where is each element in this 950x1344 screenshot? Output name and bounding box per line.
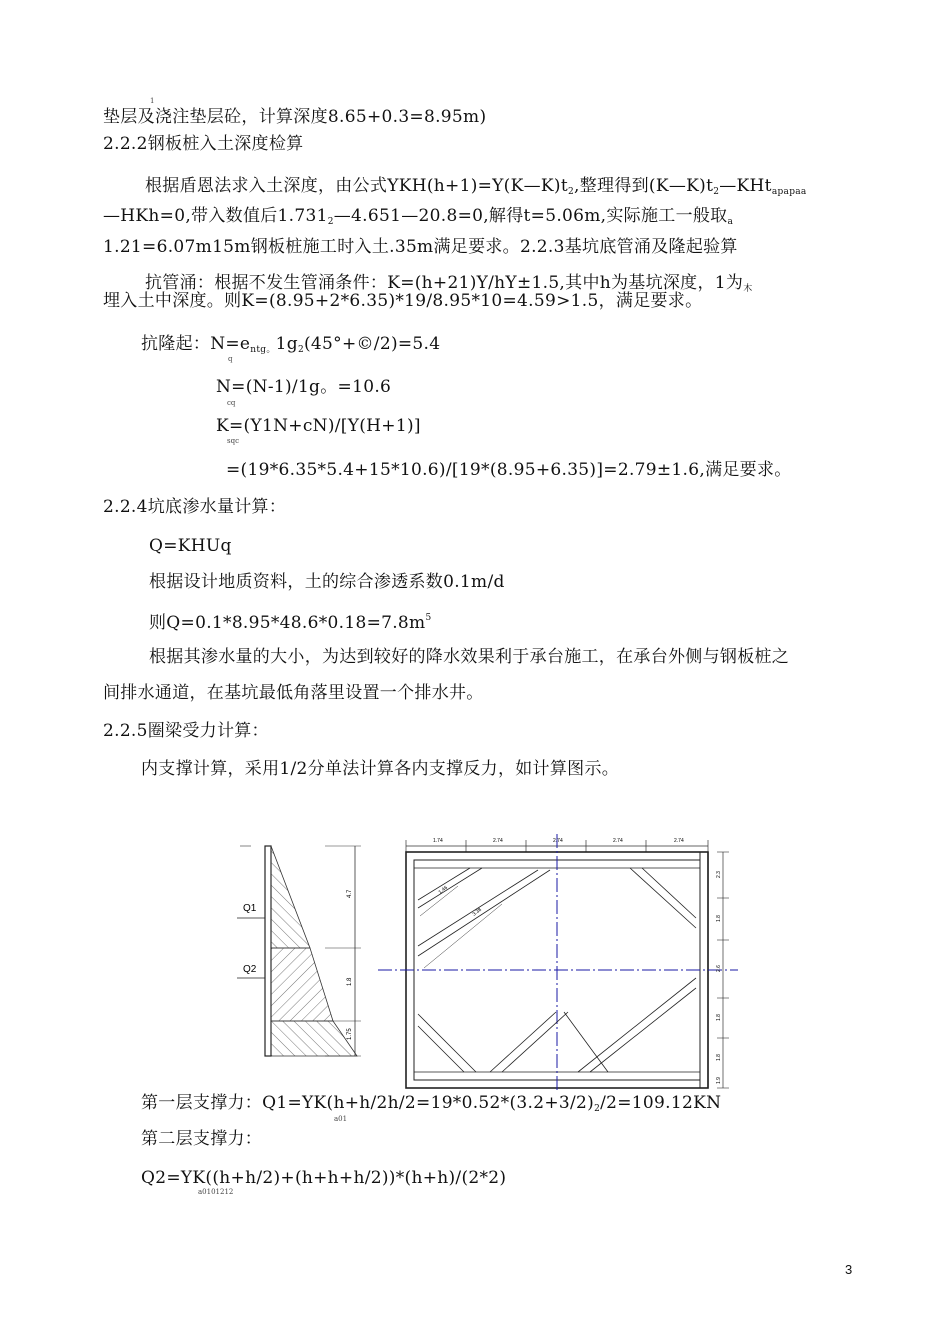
bracing-plan-diagram [378,828,738,1093]
formula-q: Q=KHUq [149,536,232,556]
subscript: 2 [327,217,334,227]
q1-label: Q1 [243,903,257,914]
text-span: —KHt [719,176,772,196]
text-line-3 [145,175,807,203]
subscript: 2 [567,187,575,197]
page-number: 3 [845,1262,853,1277]
q2-label: Q2 [243,964,257,975]
text-line-1: 垫层及浇注垫层砼，计算深度8.65+0.3=8.95m) [103,107,487,127]
text-span: 1g [275,334,298,354]
dim-label-3: 1.75 [347,1028,353,1040]
line-8-mark: q [228,355,233,363]
dim-label-2: 1.8 [347,977,353,986]
right-dim-5: 1.8 [716,1054,722,1061]
top-dim-3: 2.74 [553,838,563,844]
line-10-mark: sqc [227,437,239,445]
text-span: /2=109.12KN [600,1093,722,1113]
line-22-mark: a0101212 [198,1188,234,1196]
strut-dim-1: 1.46 [437,884,449,896]
text-span: 根据盾恩法求入土深度，由公式YKH(h+1)=Y(K—K)t [145,176,568,196]
text-span: 第一层支撑力：Q1=YK(h+h/2h/2=19*0.52*(3.2+3/2) [141,1093,595,1113]
right-dim-6: 1.9 [716,1077,722,1084]
right-dim-1: 2.3 [716,871,722,878]
subscript: 2 [713,187,720,197]
text-span: ,整理得到(K—K)t [574,176,714,196]
superscript: 5 [425,613,432,623]
right-dim-2: 1.8 [716,915,722,922]
top-dim-2: 2.74 [493,838,503,844]
text-line-15 [149,607,432,634]
text-span: —4.651—20.8=0,解得t=5.06m,实际施工一般取 [333,206,728,226]
text-line-17: 间排水通道，在基坑最低角落里设置一个排水井。 [103,683,484,703]
text-line-10: K=(Y1N+cN)/[Y(H+1)] [216,416,421,436]
subscript: ntg。 [250,345,276,355]
text-line-16: 根据其渗水量的大小，为达到较好的降水效果利于承台施工，在承台外侧与钢板桩之 [149,647,790,667]
load-diagram [235,838,375,1078]
right-dim-3: 2.6 [716,965,722,972]
line-20-mark: a01 [334,1115,348,1123]
subscript: 2 [594,1104,601,1114]
text-line-5: 1.21=6.07m15m钢板桩施工时入土.35m满足要求。2.2.3基坑底管涌及隆起验算 [103,237,738,257]
right-dim-4: 1.8 [716,1014,722,1021]
subscript: 木 [743,284,753,294]
section-heading-2-2-4: 2.2.4坑底渗水量计算： [103,497,287,517]
text-line-9: N=(N-1)/1g。=10.6 [216,377,392,397]
subscript: a [727,217,734,227]
text-line-11: =(19*6.35*5.4+15*10.6)/[19*(8.95+6.35)]=2.79±1.6,满足要求。 [226,460,792,480]
text-line-7: 埋入土中深度。则K=(8.95+2*6.35)*19/8.95*10=4.59>1.5，满足要求。 [103,291,703,311]
dim-label-1: 4.7 [347,889,353,898]
line-1-mark: 1 [150,97,155,105]
text-span: 抗隆起：N=e [141,334,251,354]
section-heading-2-2-5: 2.2.5圈梁受力计算： [103,721,269,741]
text-line-8 [141,333,440,361]
text-line-19: 内支撑计算，采用1/2分单法计算各内支撑反力，如计算图示。 [141,759,620,779]
text-line-20 [141,1092,721,1120]
text-span: 抗管涌：根据不发生管涌条件：K=(h+21)Y/hY±1.5,其中h为基坑深度，1为 [145,273,744,293]
text-line-14: 根据设计地质资料，土的综合渗透系数0.1m/d [149,572,505,592]
top-dim-4: 2.74 [613,838,623,844]
text-line-21: 第二层支撑力： [141,1129,263,1149]
section-heading-2-2-2: 2.2.2钢板桩入土深度检算 [103,134,304,154]
strut-dim-2: 3.38 [471,906,483,918]
text-line-22: Q2=YK((h+h/2)+(h+h+h/2))*(h+h)/(2*2) [141,1168,507,1188]
text-span: —HKh=0,带入数值后1.731 [103,206,328,226]
top-dim-5: 2.74 [674,838,684,844]
top-dim-1: 1.74 [433,838,443,844]
text-span: (45°+©/2)=5.4 [304,334,441,354]
text-span: 则Q=0.1*8.95*48.6*0.18=7.8m [149,613,426,633]
subscript: apapaa [771,187,807,197]
subscript: 2 [297,345,304,355]
line-9-mark: cq [227,399,236,407]
text-line-4 [103,205,733,233]
